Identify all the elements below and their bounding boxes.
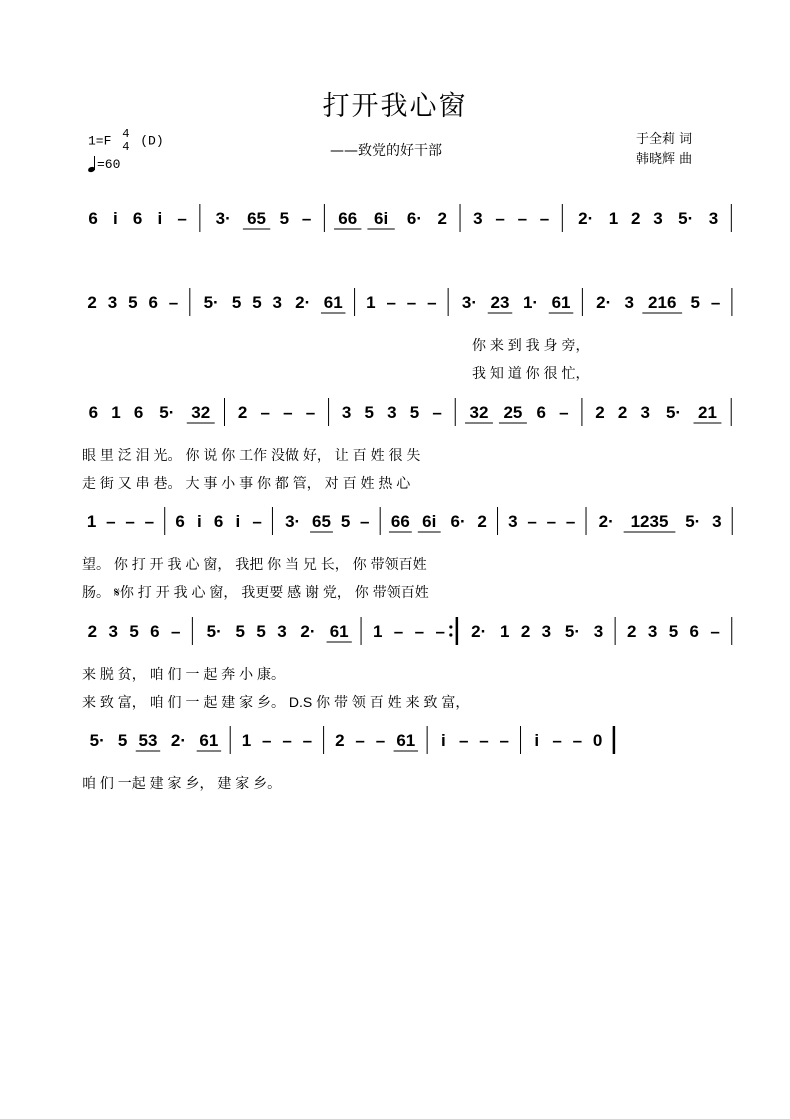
note: 53	[138, 731, 158, 750]
note: 3	[653, 209, 663, 228]
note: 6i	[422, 512, 437, 531]
time-bottom: 4	[122, 140, 130, 154]
note: 5	[340, 512, 351, 531]
note: 6	[689, 622, 700, 641]
note: 5	[690, 293, 701, 312]
note: 3	[473, 209, 483, 228]
note: –	[527, 512, 537, 531]
note: –	[375, 731, 386, 750]
note: 3	[272, 293, 283, 312]
lyric-line: 走 街 又 串 巷。 大 事 小 事 你 都 管， 对 百 姓 热 心	[82, 475, 411, 491]
note: 5	[409, 403, 420, 422]
note: –	[552, 731, 562, 750]
note: –	[559, 403, 569, 422]
note: 6i	[373, 209, 389, 228]
note: –	[260, 403, 270, 422]
repeat-dot	[449, 633, 452, 636]
note: 6	[88, 209, 98, 228]
note: 6	[148, 293, 158, 312]
note: –	[301, 209, 312, 228]
note: 2·	[596, 293, 612, 312]
note: 61	[199, 731, 219, 750]
note: 1	[86, 512, 97, 531]
note: 2·	[578, 209, 594, 228]
note: 6	[132, 209, 143, 228]
note: 61	[396, 731, 416, 750]
note: –	[406, 293, 417, 312]
note: 2·	[295, 293, 311, 312]
note: 3	[108, 622, 118, 641]
note: 3·	[285, 512, 301, 531]
repeat-dot	[449, 625, 452, 628]
note: 6	[150, 622, 160, 641]
note: 3	[593, 622, 604, 641]
note: 2	[237, 403, 248, 422]
note: 5·	[678, 209, 694, 228]
note: –	[177, 209, 187, 228]
note: –	[386, 293, 396, 312]
note: 6·	[450, 512, 466, 531]
lyric-line: 我 知 道 你 很 忙，	[472, 365, 590, 381]
note: 3	[277, 622, 287, 641]
lyric-line: 肠。 𝄋你 打 开 我 心 窗， 我更要 感 谢 党， 你 带领百姓	[82, 584, 429, 600]
note: –	[499, 731, 510, 750]
note: 1235	[630, 512, 669, 531]
note: 3	[647, 622, 658, 641]
note: –	[710, 293, 721, 312]
note: –	[170, 622, 181, 641]
note: 5	[252, 293, 262, 312]
note: 6	[133, 403, 144, 422]
note: –	[106, 512, 116, 531]
note: –	[305, 403, 316, 422]
note: 2	[87, 293, 97, 312]
note: –	[539, 209, 550, 228]
note: –	[546, 512, 557, 531]
note: 3	[624, 293, 634, 312]
note: 2·	[300, 622, 316, 641]
lyric-line: 咱 们 一起 建 家 乡， 建 家 乡。	[82, 775, 282, 791]
note: –	[495, 209, 505, 228]
note: –	[414, 622, 425, 641]
note: 3	[107, 293, 118, 312]
note: i	[157, 209, 163, 228]
note: –	[252, 512, 262, 531]
note: 5	[231, 293, 242, 312]
note: 1	[500, 622, 510, 641]
note: –	[565, 512, 576, 531]
note: –	[517, 209, 528, 228]
note: 1	[608, 209, 619, 228]
key-label: 1=F	[88, 133, 112, 149]
song-subtitle: ——致党的好干部	[330, 143, 442, 159]
note: –	[168, 293, 179, 312]
note: 65	[312, 512, 331, 531]
note: –	[432, 403, 442, 422]
note: 32	[469, 403, 489, 422]
note: 61	[551, 293, 571, 312]
note: 25	[503, 403, 523, 422]
note: –	[479, 731, 489, 750]
lyric-line: 来 脱 贫， 咱 们 一 起 奔 小 康。	[82, 666, 286, 682]
note: –	[125, 512, 135, 531]
note: 5·	[203, 293, 219, 312]
note: 61	[323, 293, 343, 312]
note: i	[441, 731, 446, 750]
note: i	[196, 512, 202, 531]
note: 1	[111, 403, 121, 422]
note: –	[710, 622, 720, 641]
note: –	[302, 731, 313, 750]
note: –	[262, 731, 272, 750]
note: 61	[329, 622, 349, 641]
note: 6	[536, 403, 546, 422]
note: 2	[630, 209, 641, 228]
note: 2	[335, 731, 345, 750]
note: 5·	[665, 403, 682, 422]
note: 2·	[170, 731, 186, 750]
note: 5	[668, 622, 679, 641]
note: 5	[364, 403, 375, 422]
note: 5	[128, 293, 138, 312]
note: 2	[520, 622, 531, 641]
note: 3	[708, 209, 719, 228]
note: 5·	[564, 622, 581, 641]
note: i	[235, 512, 241, 531]
note: 2	[617, 403, 628, 422]
note: 2	[437, 209, 447, 228]
note: 66	[390, 512, 410, 531]
note: 0	[592, 731, 603, 750]
note: 32	[191, 403, 211, 422]
note: 3	[712, 512, 722, 531]
note: –	[360, 512, 370, 531]
note: 2·	[471, 622, 487, 641]
lyric-line: 望。 你 打 开 我 心 窗， 我把 你 当 兄 长， 你 带领百姓	[82, 556, 427, 572]
note: 5	[129, 622, 139, 641]
note: 2	[627, 622, 637, 641]
note: –	[144, 512, 155, 531]
note: 5·	[159, 403, 175, 422]
note: 6	[213, 512, 224, 531]
note: 5	[235, 622, 246, 641]
note: 23	[490, 293, 510, 312]
note: i	[112, 209, 118, 228]
note: –	[458, 731, 469, 750]
composer-credit: 韩晓辉 曲	[636, 152, 693, 167]
lyric-line: 眼 里 泛 泪 光。 你 说 你 工作 没做 好， 让 百 姓 很 失	[82, 447, 421, 463]
note: 5	[117, 731, 128, 750]
note: 65	[247, 209, 267, 228]
note: 2	[595, 403, 605, 422]
mode-label: (D)	[140, 133, 164, 149]
note: 3	[341, 403, 352, 422]
note: 2	[87, 622, 98, 641]
note: 6	[88, 403, 99, 422]
lyricist-credit: 于全莉 词	[636, 132, 693, 147]
note: i	[534, 731, 540, 750]
note: 2	[477, 512, 487, 531]
note: 3·	[215, 209, 231, 228]
time-top: 4	[122, 127, 130, 141]
note: –	[282, 731, 292, 750]
note: 3	[640, 403, 650, 422]
note: 1	[372, 622, 383, 641]
note: 3	[541, 622, 552, 641]
note: –	[427, 293, 437, 312]
note: –	[572, 731, 583, 750]
note: 5	[279, 209, 290, 228]
note: 5	[256, 622, 266, 641]
note: 5·	[89, 731, 105, 750]
note: 6	[175, 512, 185, 531]
note: 1·	[522, 293, 539, 312]
tempo-value: =60	[97, 157, 121, 172]
note: –	[283, 403, 293, 422]
note: 216	[648, 293, 677, 312]
note: 1	[241, 731, 252, 750]
note: 3	[387, 403, 397, 422]
note: –	[393, 622, 404, 641]
note: 5·	[206, 622, 222, 641]
note: 66	[338, 209, 358, 228]
note: 5·	[685, 512, 701, 531]
lyric-line: 你 来 到 我 身 旁，	[472, 337, 590, 353]
note: 3	[508, 512, 518, 531]
song-title: 打开我心窗	[322, 91, 468, 122]
note: 3·	[461, 293, 478, 312]
note: 1	[366, 293, 376, 312]
note: 2·	[598, 512, 614, 531]
note: 21	[698, 403, 717, 422]
note: 6·	[406, 209, 423, 228]
note: –	[355, 731, 365, 750]
lyric-line: 来 致 富， 咱 们 一 起 建 家 乡。 D.S 你 带 领 百 姓 来 致 富，	[82, 694, 470, 710]
note: –	[435, 622, 445, 641]
